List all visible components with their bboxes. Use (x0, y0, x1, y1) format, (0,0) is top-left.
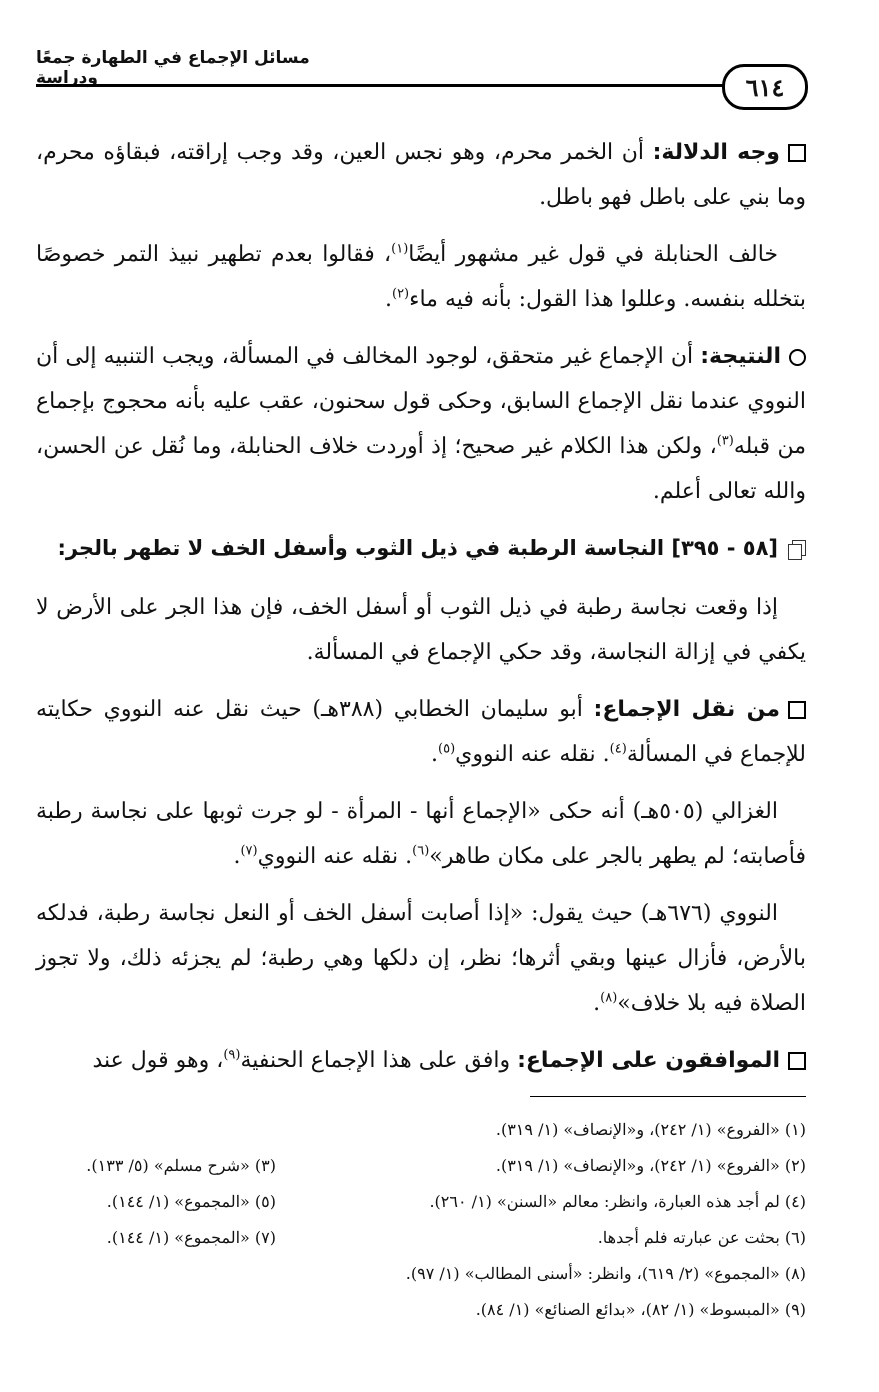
paragraph-text: أن الخمر محرم، وهو نجس العين، وقد وجب إراقته، فبقاؤه محرم، وما بني على باطل فهو باطل. (36, 140, 806, 210)
footnote-8: (٨) «المجموع» (٢/ ٦١٩)، وانظر: «أسنى المطالب» (١/ ٩٧). (405, 1264, 806, 1283)
paragraph-text: الغزالي (٥٠٥هـ) أنه حكى «الإجماع أنها - المرأة - لو جرت ثوبها على نجاسة رطبة فأصابته؛ لم يطهر بالجر على مكان طاهر» (36, 799, 806, 869)
paragraph-transmitters (36, 687, 806, 777)
footnote-marker[interactable]: (٥) (438, 741, 456, 757)
paragraph-text: وافق على هذا الإجماع الحنفية (240, 1048, 518, 1073)
paragraph-lead: وجه الدلالة: (652, 140, 780, 165)
paragraph-hanabila (36, 232, 806, 322)
paragraph-text: . (431, 742, 438, 767)
paragraph-text: ، وهو قول عند (92, 1048, 224, 1073)
footnote-marker[interactable]: (٣) (716, 433, 734, 449)
square-bullet-icon (788, 1052, 806, 1070)
page-number-badge: ٦١٤ (722, 64, 808, 110)
paragraph-text: أن الإجماع غير متحقق، لوجود المخالف في المسألة، ويجب التنبيه إلى أن النووي عندما نقل الإجماع السابق، وحكى قول سحنون، عقب عليه بأنه محجوج بإجماع من قبله (36, 344, 806, 459)
paragraph-lead: الموافقون على الإجماع: (517, 1048, 780, 1073)
paragraph-text: . (384, 287, 392, 312)
paragraph-issue (36, 585, 806, 675)
footnote-3: (٣) «شرح مسلم» (٥/ ١٣٣). (86, 1156, 276, 1175)
footnote-marker[interactable]: (٤) (609, 741, 627, 757)
footnote-row (36, 1220, 806, 1256)
footnote-marker[interactable]: (٨) (600, 990, 618, 1006)
paragraph-result (36, 334, 806, 514)
paragraph-text: ، ولكن هذا الكلام غير صحيح؛ إذ أوردت خلاف الحنابلة، وما نُقل عن الحسن، والله تعالى أعلم. (36, 434, 806, 504)
footnote-7: (٧) «المجموع» (١/ ١٤٤). (106, 1228, 276, 1247)
paragraph-lead: من نقل الإجماع: (593, 697, 780, 722)
footnote-separator (530, 1096, 806, 1097)
paragraph-text: أبو سليمان الخطابي (٣٨٨هـ) حيث نقل عنه النووي حكايته للإجماع في المسألة (36, 697, 806, 767)
footnote-row (36, 1256, 806, 1292)
paragraph-ghazali (36, 789, 806, 879)
paragraph-text: . (233, 844, 241, 869)
paragraph-text: ، فقالوا بعدم تطهير نبيذ التمر خصوصًا بتخلله بنفسه. وعللوا هذا القول: بأنه فيه ماء (36, 242, 806, 312)
header-rule (36, 84, 726, 87)
section-heading (36, 526, 806, 571)
footnote-1: (١) «الفروع» (١/ ٢٤٢)، و«الإنصاف» (١/ ٣١٩). (495, 1120, 806, 1139)
footnote-row (36, 1112, 806, 1148)
footnote-row (36, 1184, 806, 1220)
square-bullet-icon (788, 144, 806, 162)
paragraph-agreers (36, 1038, 806, 1083)
paragraph-evidence (36, 130, 806, 220)
paragraph-text: النووي (٦٧٦هـ) حيث يقول: «إذا أصابت أسفل الخف أو النعل نجاسة رطبة، فدلكه بالأرض، فأزال عينها وبقي أثرها؛ نظر، إن دلكها وهي رطبة؛ لم يجزئه ذلك، ولا تجوز الصلاة فيه بلا خلاف» (36, 901, 806, 1016)
footnote-9: (٩) «المبسوط» (١/ ٨٢)، «بدائع الصنائع» (١/ ٨٤). (475, 1300, 806, 1319)
section-heading-text: [٥٨ - ٣٩٥] النجاسة الرطبة في ذيل الثوب وأسفل الخف لا تطهر بالجر: (57, 536, 778, 560)
paragraph-text: خالف الحنابلة في قول غير مشهور أيضًا (408, 242, 778, 267)
documents-icon (788, 540, 806, 558)
square-bullet-icon (788, 701, 806, 719)
paragraph-text: إذا وقعت نجاسة رطبة في ذيل الثوب أو أسفل الخف، فإن هذا الجر على الأرض لا يكفي في إزالة النجاسة، وقد حكي الإجماع في المسألة. (36, 595, 806, 665)
footnote-marker[interactable]: (٩) (223, 1047, 241, 1063)
paragraph-text: . (593, 991, 601, 1016)
paragraph-nawawi (36, 891, 806, 1026)
footnote-marker[interactable]: (٧) (240, 843, 258, 859)
footnote-marker[interactable]: (٦) (412, 843, 430, 859)
paragraph-text: . نقله عنه النووي (455, 742, 610, 767)
paragraph-text: . نقله عنه النووي (257, 844, 413, 869)
paragraph-lead: النتيجة: (700, 344, 781, 369)
circle-bullet-icon (789, 349, 806, 366)
footnote-2: (٢) «الفروع» (١/ ٢٤٢)، و«الإنصاف» (١/ ٣١٩). (495, 1156, 806, 1175)
footnote-4: (٤) لم أجد هذه العبارة، وانظر: معالم «السنن» (١/ ٢٦٠). (429, 1192, 806, 1211)
running-header-title: مسائل الإجماع في الطهارة جمعًا ودراسة (36, 48, 310, 88)
main-text (36, 130, 806, 1095)
footnotes (36, 1112, 806, 1328)
footnote-row (36, 1148, 806, 1184)
footnote-marker[interactable]: (١) (391, 241, 409, 257)
footnote-5: (٥) «المجموع» (١/ ١٤٤). (106, 1192, 276, 1211)
footnote-row (36, 1292, 806, 1328)
footnote-6: (٦) بحثت عن عبارته فلم أجدها. (597, 1228, 806, 1247)
footnote-marker[interactable]: (٢) (391, 286, 410, 302)
